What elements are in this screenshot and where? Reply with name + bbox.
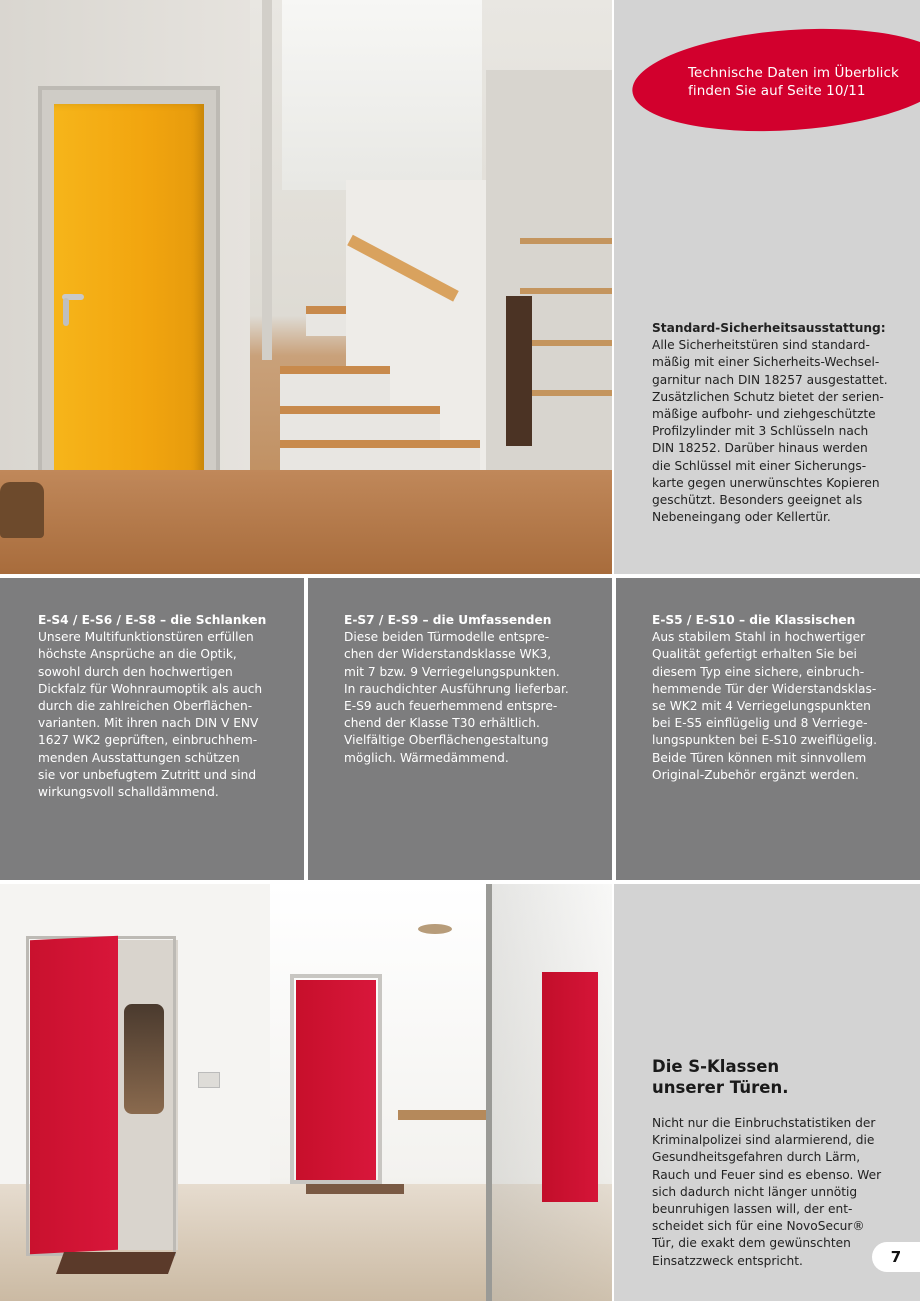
photo-shelf	[520, 340, 612, 346]
photo-stair-step	[280, 366, 390, 406]
standard-security-heading: Standard-Sicherheitsausstattung:	[652, 321, 886, 335]
product-box-umfassenden	[308, 578, 612, 880]
product-box-body: Aus stabilem Stahl in hochwertiger Qualität gefertigt erhalten Sie bei diesem Typ eine sichere, einbruch- hemmende Tür der Widerstandsklas- se WK2 mit 4 Verriegelungspunkten bei E-S5 einflügelig und 8 Verriege- lungspunkten bei E-S10 zweiflügelig. Beide Türen können mit sinnvollem Original-Zubehör ergänzt werden.	[652, 630, 878, 782]
photo-shelf	[520, 238, 612, 244]
photo-window	[282, 0, 482, 190]
product-box-schlanken	[0, 578, 304, 880]
photo-red-doors-hallway	[0, 884, 612, 1301]
photo-light-switch	[198, 1072, 220, 1088]
standard-security-section	[652, 320, 892, 526]
technical-data-badge-text: Technische Daten im Überblick finden Sie auf Seite 10/11	[688, 65, 899, 99]
s-classes-title: Die S-Klassen unserer Türen.	[652, 1057, 789, 1097]
photo-stair-step	[306, 306, 346, 336]
photo-doormat	[306, 1184, 404, 1194]
photo-pipe	[262, 0, 272, 360]
photo-shelf	[520, 288, 612, 294]
photo-red-door-open	[30, 936, 118, 1255]
product-box-body: Unsere Multifunktionstüren erfüllen höchste Ansprüche an die Optik, sowohl durch den hochwertigen Dickfalz für Wohnraumoptik als auch durch die zahlreichen Oberflächen- varianten. Mit ihren nach DIN V ENV 1627 WK2 geprüften, einbruchhem- menden Ausstattungen schützen sie vor unbefugtem Zutritt und sind wirkungsvoll schalldämmend.	[38, 630, 263, 800]
product-box-klassischen	[616, 578, 920, 880]
photo-red-door-reflection	[542, 972, 598, 1202]
page-number: 7	[890, 1248, 902, 1266]
photo-red-door-closed	[296, 980, 376, 1180]
photo-basket	[0, 482, 44, 538]
photo-ceiling-lamp	[418, 924, 452, 934]
photo-bench	[398, 1110, 490, 1120]
product-box-heading: E-S7 / E-S9 – die Umfassenden	[344, 613, 552, 627]
product-box-heading: E-S4 / E-S6 / E-S8 – die Schlanken	[38, 613, 267, 627]
photo-wooden-floor	[0, 470, 612, 574]
photo-doormat	[56, 1252, 176, 1274]
product-box-heading: E-S5 / E-S10 – die Klassischen	[652, 613, 856, 627]
s-classes-body: Nicht nur die Einbruchstatistiken der Kriminalpolizei sind alarmierend, die Gesundheitsgefahren durch Lärm, Rauch und Feuer sind es ebenso. Wer sich dadurch nicht länger unnötig beunruhigen lassen will, der ent- scheidet sich für eine NovoSecur® Tür, die exakt dem gewünschten Einsatzzweck entspricht.	[652, 1116, 882, 1268]
photo-door-handle-plate	[63, 298, 69, 326]
photo-wooden-stand	[506, 296, 532, 446]
photo-yellow-door	[54, 104, 204, 522]
photo-shelf	[520, 390, 612, 396]
photo-yellow-door-hallway	[0, 0, 612, 574]
standard-security-body: Alle Sicherheitstüren sind standard- mäßig mit einer Sicherheits-Wechsel- garnitur nach DIN 18257 ausgestattet. Zusätzlichen Schutz bietet der serien- mäßige aufbohr- und ziehgeschützte Profilzylinder mit 3 Schlüsseln nach DIN 18252. Darüber hinaus werden die Schlüssel mit einer Sicherungs- karte gegen unerwünschtes Kopieren geschützt. Besonders geeignet als Nebeneingang oder Kellertür.	[652, 338, 888, 525]
product-box-body: Diese beiden Türmodelle entspre- chen der Widerstandsklasse WK3, mit 7 bzw. 9 Verriegelungspunkten. In rauchdichter Ausführung lieferbar. E-S9 auch feuerhemmend entspre- chend der Klasse T30 erhältlich. Vielfältige Oberflächengestaltung möglich. Wärmedämmend.	[344, 630, 569, 765]
photo-stair-step	[280, 406, 440, 442]
photo-shelf-wall	[486, 70, 612, 480]
